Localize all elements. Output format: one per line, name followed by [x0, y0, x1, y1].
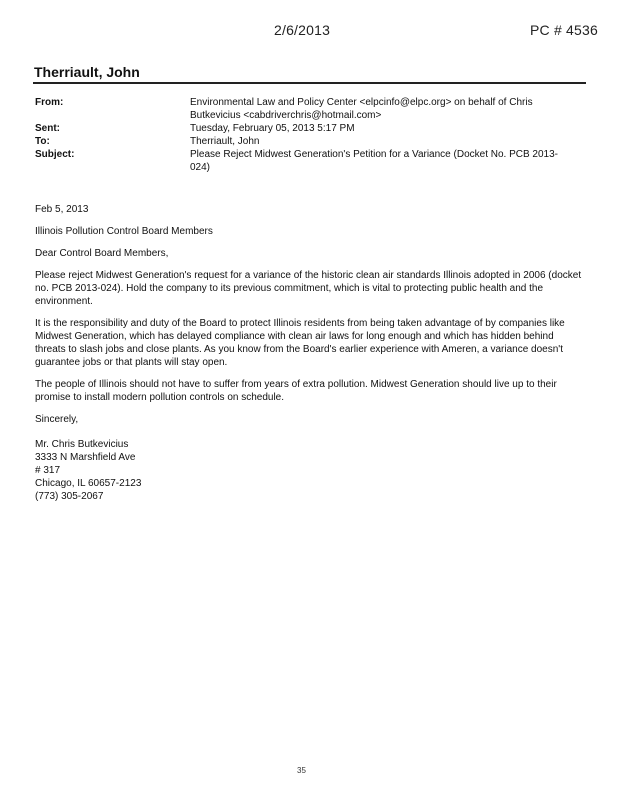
- signature-street: 3333 N Marshfield Ave: [35, 452, 136, 463]
- email-headers: [35, 96, 595, 174]
- page-number: 35: [297, 766, 306, 775]
- header-from-value: Environmental Law and Policy Center <elpcinfo@elpc.org> on behalf of Chris Butkevicius <cabdriverchris@hotmail.com>: [190, 97, 533, 121]
- header-from-label: From:: [35, 97, 64, 108]
- header-subject-row: [35, 148, 595, 174]
- header-sent-value: Tuesday, February 05, 2013 5:17 PM: [190, 123, 355, 134]
- signature-unit: # 317: [35, 465, 61, 476]
- letter-paragraph: The people of Illinois should not have to suffer from years of extra pollution. Midwest Generation should live up to their promise to install modern pollution controls on schedule.: [35, 379, 557, 403]
- letter-date: Feb 5, 2013: [35, 204, 89, 215]
- signature-phone: (773) 305-2067: [35, 491, 104, 502]
- header-sent-label: Sent:: [35, 123, 60, 134]
- letter-recipient: Illinois Pollution Control Board Members: [35, 226, 213, 237]
- header-from-row: [35, 96, 595, 122]
- signature-block: [35, 438, 585, 503]
- header-rule: [33, 82, 586, 84]
- header-to-value: Therriault, John: [190, 136, 260, 147]
- signature-name: Mr. Chris Butkevicius: [35, 439, 129, 450]
- letter-paragraph: It is the responsibility and duty of the Board to protect Illinois residents from being taken advantage of by companies like Midwest Generation, which has delayed compliance with clean air laws for long enough and which has hidden behind threats to slash jobs and close plants. As you know from the Board's earlier experience with Ameren, a variance doesn't guarantee jobs or that plants will stay open.: [35, 318, 565, 368]
- sender-name: Therriault, John: [34, 64, 140, 80]
- header-to-label: To:: [35, 136, 50, 147]
- letter-salutation: Dear Control Board Members,: [35, 248, 169, 259]
- letter-paragraph: Please reject Midwest Generation's request for a variance of the historic clean air standards Illinois adopted in 2006 (docket no. PCB 2013-024). Hold the company to its previous commitment, which is vital to protecting public health and the environment.: [35, 270, 582, 307]
- letter-closing: Sincerely,: [35, 414, 79, 425]
- header-subject-label: Subject:: [35, 149, 75, 160]
- signature-city: Chicago, IL 60657-2123: [35, 478, 142, 489]
- header-sent-row: [35, 122, 595, 135]
- letter-body: [35, 203, 585, 503]
- stamp-date: 2/6/2013: [274, 22, 331, 38]
- header-to-row: [35, 135, 595, 148]
- header-subject-value: Please Reject Midwest Generation's Petition for a Variance (Docket No. PCB 2013-024): [190, 149, 559, 173]
- stamp-pc-number: PC # 4536: [530, 22, 598, 38]
